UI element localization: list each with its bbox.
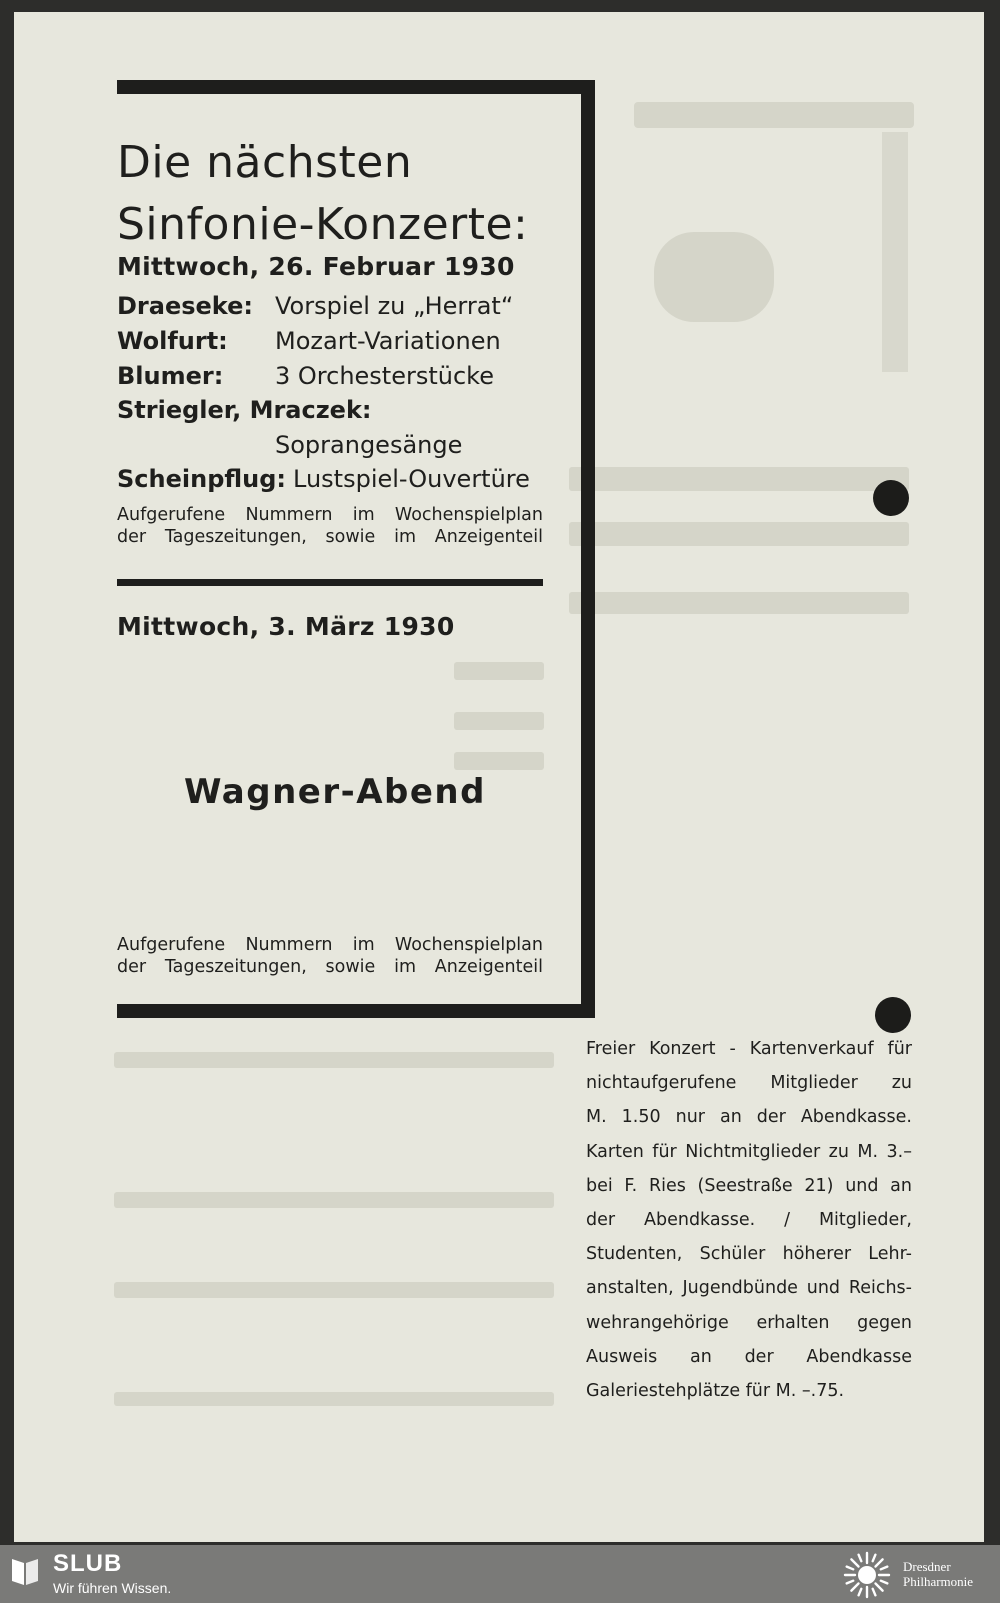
ticket-line: Freier Konzert - Kartenverkauf für	[586, 1039, 912, 1059]
concert-2-date: Mittwoch, 3. März 1930	[117, 612, 455, 641]
philharmonie-sunburst-icon	[842, 1550, 892, 1600]
note-line: der Tageszeitungen, sowie im Anzeigenteil	[117, 527, 543, 547]
punch-hole	[875, 997, 911, 1033]
heading-line-1: Die nächsten	[117, 137, 413, 188]
note-line: Aufgerufene Nummern im Wochenspielplan	[117, 505, 543, 525]
program-work: Vorspiel zu „Herrat“	[275, 292, 514, 320]
concert-2-note	[117, 934, 543, 978]
slub-tagline: Wir führen Wissen.	[53, 1580, 172, 1596]
partner-name-line-2: Philharmonie	[903, 1574, 974, 1589]
program-composer: Draeseke:	[117, 292, 253, 320]
ticket-line: Ausweis an der Abendkasse	[586, 1346, 912, 1367]
section-divider	[117, 579, 543, 586]
slub-book-icon	[10, 1555, 40, 1587]
partner-name-line-1: Dresdner	[903, 1559, 951, 1574]
concert-1-date: Mittwoch, 26. Februar 1930	[117, 252, 515, 281]
footer-bar	[0, 1545, 1000, 1603]
punch-hole	[873, 480, 909, 516]
program-composer: Scheinpflug:	[117, 465, 287, 493]
program-work: 3 Orchesterstücke	[275, 362, 494, 390]
note-line: Aufgerufene Nummern im Wochenspielplan	[117, 935, 543, 955]
concert-2-title: Wagner-Abend	[184, 772, 486, 812]
note-line: der Tageszeitungen, sowie im Anzeigenteil	[117, 957, 543, 977]
document-page	[14, 12, 984, 1542]
partner-name	[903, 1559, 973, 1589]
ticket-line: wehrangehörige erhalten gegen	[586, 1312, 912, 1333]
concert-1-note	[117, 504, 543, 548]
program-composer: Striegler, Mraczek:	[117, 396, 372, 424]
ticket-line: nichtaufgerufene Mitglieder zu	[586, 1073, 912, 1094]
slub-name: SLUB	[53, 1550, 123, 1577]
ticket-line: bei F. Ries (Seestraße 21) und an	[586, 1175, 912, 1196]
ticket-info	[586, 1032, 912, 1408]
program-composer: Wolfurt:	[117, 327, 228, 355]
page-heading	[117, 132, 528, 256]
ticket-line: Galeriestehplätze für M. –.75.	[586, 1381, 845, 1402]
program-work: Lustspiel-Ouvertüre	[293, 465, 530, 493]
program-work: Soprangesänge	[275, 431, 463, 459]
program-composer: Blumer:	[117, 362, 224, 390]
ticket-line: M. 1.50 nur an der Abendkasse.	[586, 1107, 912, 1128]
program-work: Mozart-Variationen	[275, 327, 501, 355]
ticket-line: Studenten, Schüler höherer Lehr-	[586, 1244, 912, 1265]
ticket-line: Karten für Nichtmitglieder zu M. 3.–	[586, 1141, 912, 1162]
ticket-line: anstalten, Jugendbünde und Reichs-	[586, 1278, 912, 1299]
ticket-line: der Abendkasse. / Mitglieder,	[586, 1210, 912, 1231]
heading-line-2: Sinfonie-Konzerte:	[117, 199, 529, 250]
